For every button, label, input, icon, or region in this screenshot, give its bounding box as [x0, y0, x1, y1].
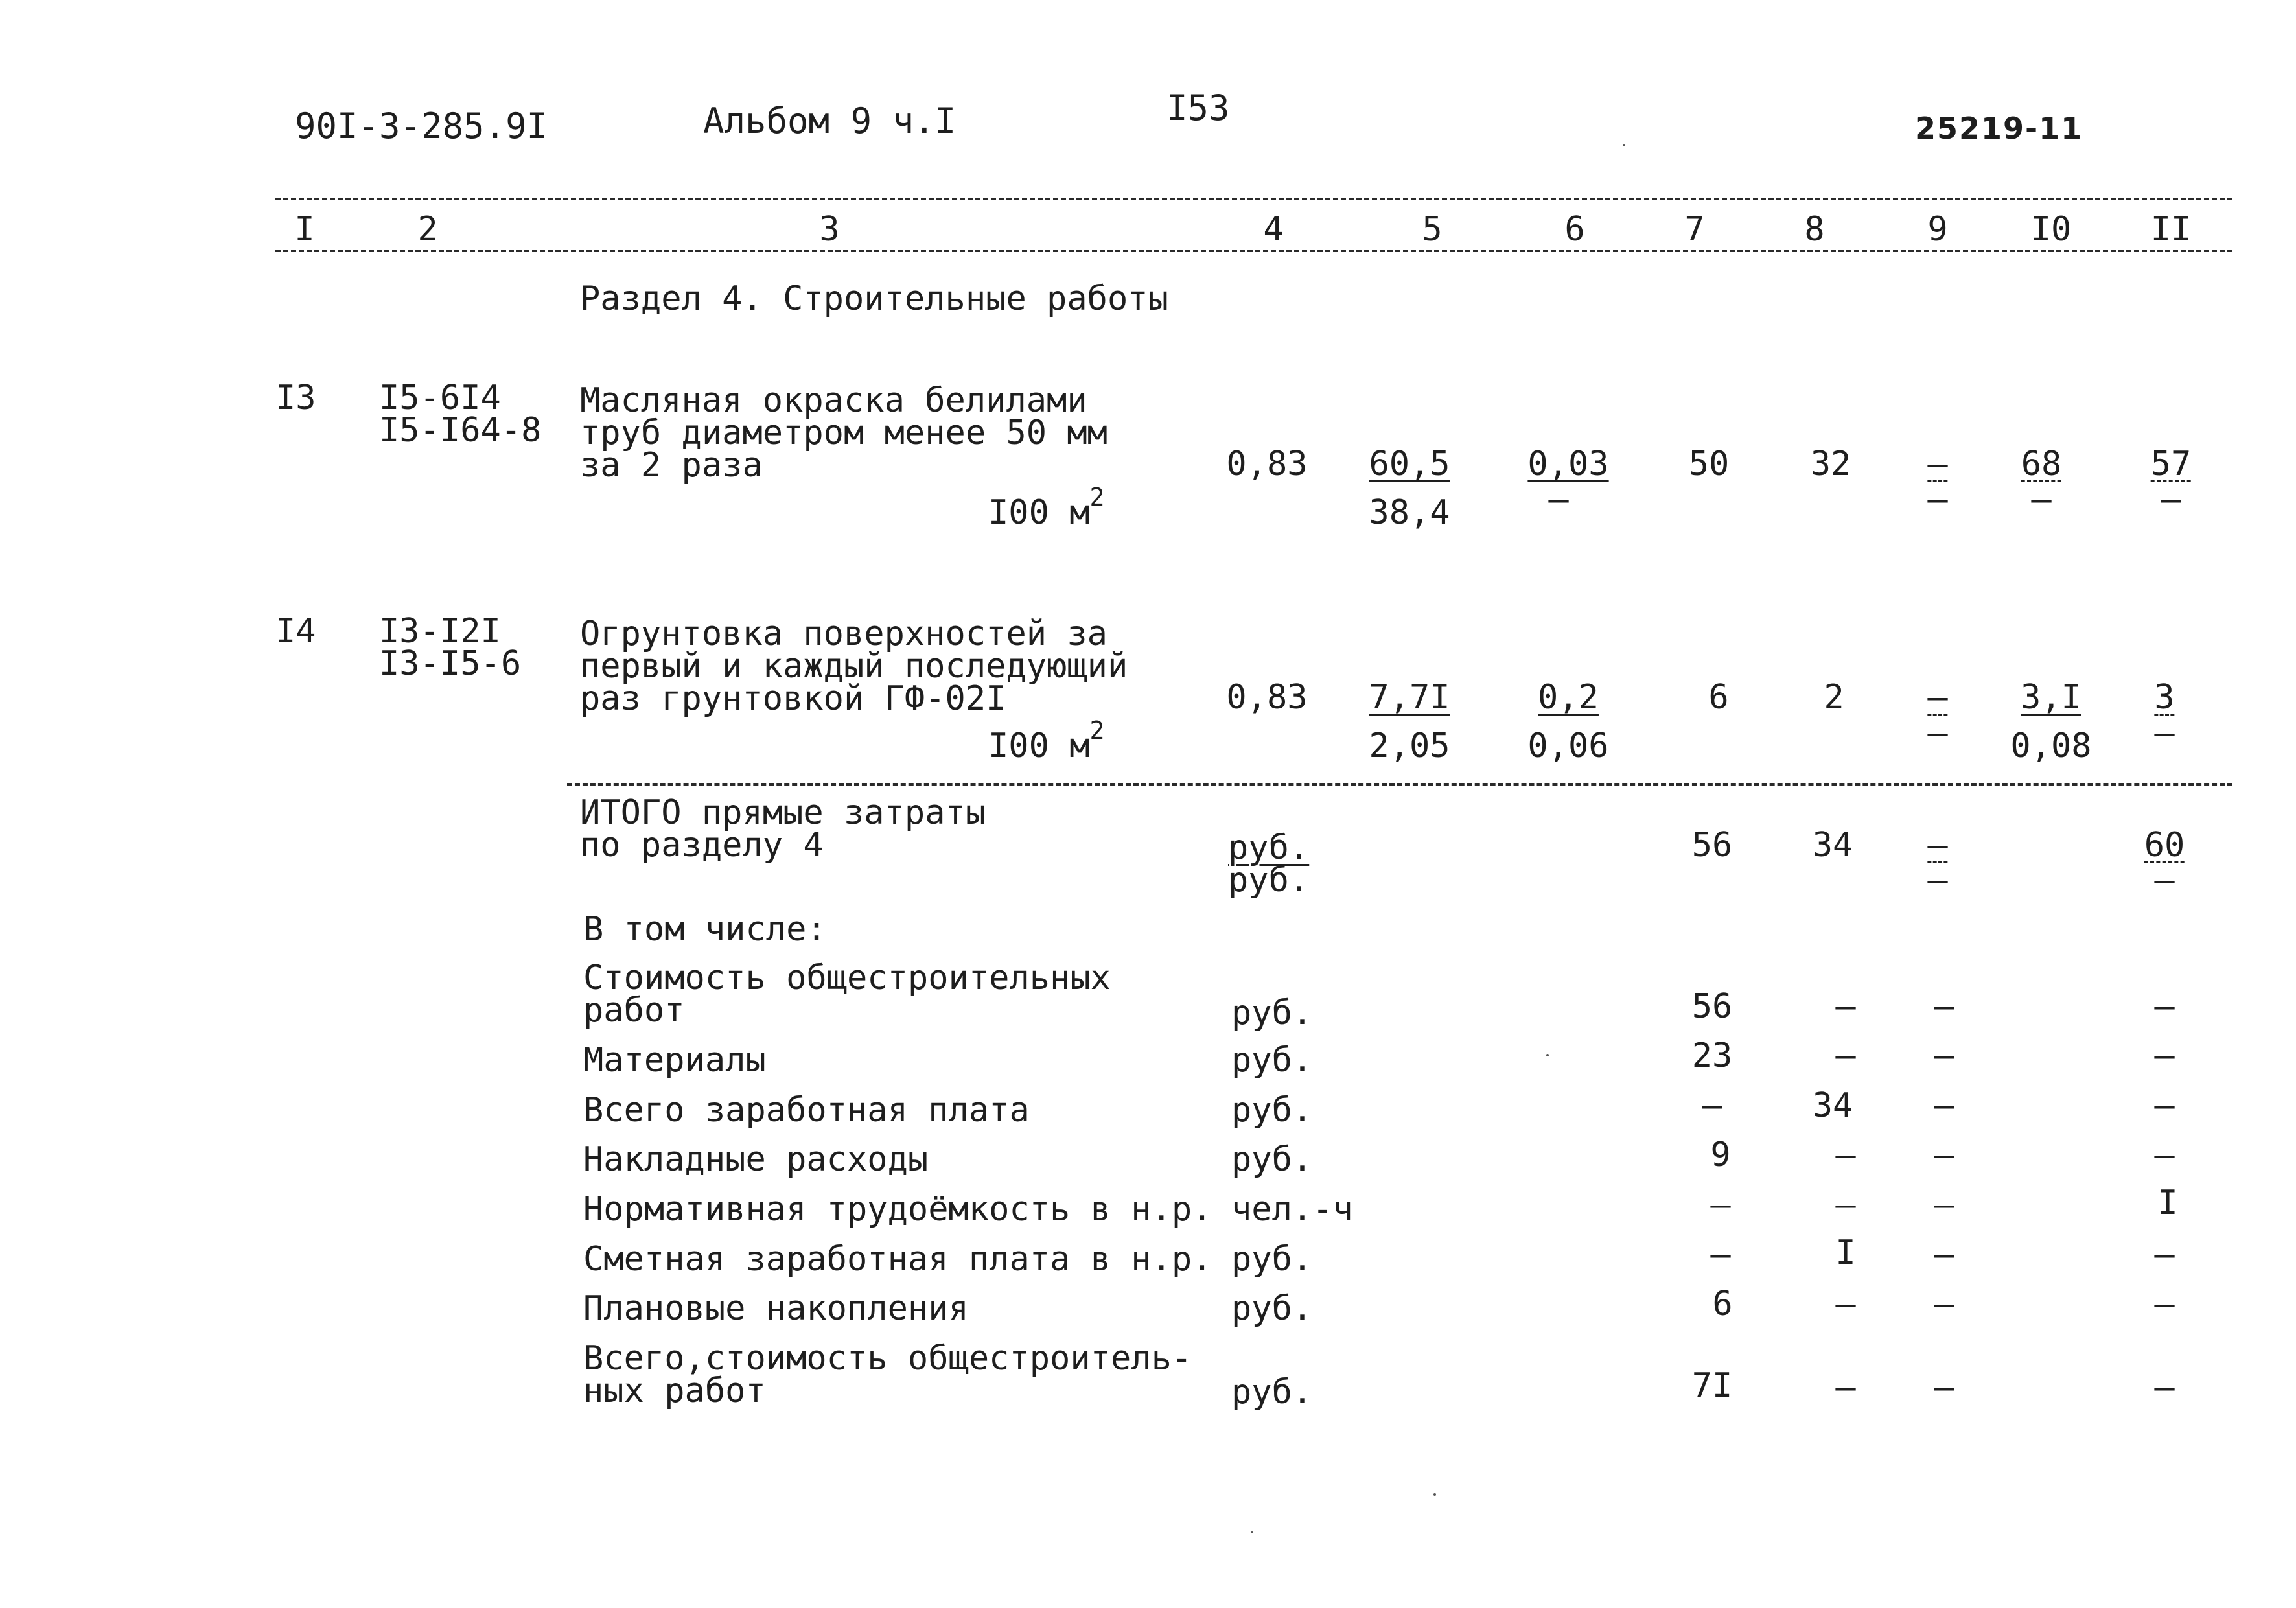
album-label: Альбом 9 ч.I	[703, 100, 957, 141]
column-header-4: 4	[1263, 210, 1284, 249]
total-col9-bottom: –	[1927, 861, 1948, 900]
breakdown-col8: –	[1835, 1036, 1856, 1075]
column-header-5: 5	[1422, 210, 1443, 249]
cell-col6-top: 0,2	[1538, 678, 1599, 717]
breakdown-label-line: Материалы	[583, 1041, 766, 1080]
cell-col11-top: 57	[2150, 445, 2192, 484]
header-dash-bottom	[275, 250, 2232, 252]
breakdown-unit: руб.	[1231, 1140, 1313, 1179]
breakdown-col11: –	[2154, 1235, 2175, 1274]
breakdown-label-line: Сметная заработная плата в н.р.	[583, 1240, 1212, 1279]
breakdown-unit: чел.-ч	[1231, 1190, 1353, 1229]
cell-col5-bottom: 38,4	[1369, 493, 1450, 532]
cell-col11-top: 3	[2154, 678, 2175, 717]
breakdown-col11: I	[2157, 1183, 2178, 1222]
total-label-line: ИТОГО прямые затраты	[580, 793, 986, 832]
item-code: I3-I5-6	[379, 644, 522, 683]
breakdown-label-line: ных работ	[583, 1371, 766, 1410]
breakdown-col7: –	[1710, 1185, 1731, 1224]
document-code: 90I-3-285.9I	[295, 106, 548, 146]
cell-col5-bottom: 2,05	[1369, 727, 1450, 765]
breakdown-col7: 6	[1712, 1285, 1733, 1323]
item-unit	[988, 483, 1105, 532]
breakdown-unit: руб.	[1231, 1373, 1313, 1412]
total-col11-bottom: –	[2154, 861, 2175, 900]
breakdown-col11: –	[2154, 1036, 2175, 1075]
cell-col6-bottom: 0,06	[1527, 727, 1609, 765]
cell-col9-bottom: –	[1927, 714, 1948, 752]
breakdown-unit: руб.	[1231, 1091, 1313, 1130]
total-unit-top: руб.	[1228, 828, 1310, 867]
breakdown-label-line: Нормативная трудоёмкость в н.р.	[583, 1190, 1212, 1229]
breakdown-col11: –	[2154, 1285, 2175, 1323]
breakdown-col11: –	[2154, 1136, 2175, 1174]
item-description-line: Масляная окраска белилами	[580, 381, 1087, 420]
column-header-8: 8	[1804, 210, 1825, 249]
breakdown-col8: 34	[1812, 1086, 1853, 1125]
breakdown-label-line: Стоимость общестроительных	[583, 959, 1111, 997]
column-header-10: I0	[2030, 210, 2072, 249]
column-header-9: 9	[1927, 210, 1948, 249]
cell-col6-top: 0,03	[1527, 445, 1609, 484]
including-label: В том числе:	[583, 910, 827, 949]
item-description-line: первый и каждый последующий	[580, 647, 1128, 686]
header-dash-top	[275, 198, 2232, 200]
breakdown-unit: руб.	[1231, 994, 1313, 1032]
document-stamp: 25219-11	[1915, 111, 2083, 146]
item-code: I3-I2I	[379, 612, 501, 651]
breakdown-col9: –	[1934, 1136, 1954, 1174]
breakdown-col7: 23	[1691, 1036, 1733, 1075]
breakdown-col7: 9	[1710, 1136, 1731, 1174]
item-code: I5-I64-8	[379, 411, 542, 450]
column-header-1: I	[294, 210, 315, 249]
cell-col4: 0,83	[1226, 445, 1308, 484]
breakdown-col8: –	[1835, 1368, 1856, 1407]
page-number: I53	[1166, 87, 1230, 128]
breakdown-unit: руб.	[1231, 1041, 1313, 1080]
unit-value: I00 м	[988, 493, 1090, 532]
breakdown-label-line: работ	[583, 991, 685, 1030]
breakdown-col11: –	[2154, 1368, 2175, 1407]
breakdown-unit: руб.	[1231, 1289, 1313, 1328]
cell-col7: 6	[1708, 678, 1729, 717]
total-col8: 34	[1812, 826, 1853, 865]
total-col9-top: –	[1927, 826, 1948, 865]
total-unit-bottom: руб.	[1228, 861, 1310, 900]
totals-separator	[567, 783, 2232, 786]
breakdown-col9: –	[1934, 1235, 1954, 1274]
total-col7: 56	[1691, 826, 1733, 865]
total-col11-top: 60	[2144, 826, 2185, 865]
cell-col8: 32	[1810, 445, 1851, 484]
column-header-2: 2	[417, 210, 438, 249]
scan-speck	[1433, 1493, 1436, 1496]
breakdown-col8: –	[1835, 1285, 1856, 1323]
breakdown-label-line: Плановые накопления	[583, 1289, 969, 1328]
cell-col10-top: 3,I	[2021, 678, 2081, 717]
item-description-line: раз грунтовкой ГФ-02I	[580, 679, 1006, 718]
cell-col11-bottom: –	[2161, 480, 2181, 519]
unit-power: 2	[1089, 716, 1105, 745]
item-code: I5-6I4	[379, 379, 501, 417]
item-number: I3	[275, 379, 316, 417]
breakdown-col11: –	[2154, 1086, 2175, 1125]
item-description-line: за 2 раза	[580, 446, 763, 485]
breakdown-col9: –	[1934, 1185, 1954, 1224]
breakdown-col9: –	[1934, 987, 1954, 1026]
breakdown-col8: I	[1835, 1233, 1856, 1272]
cell-col5-top: 60,5	[1369, 445, 1450, 484]
breakdown-col11: –	[2154, 987, 2175, 1026]
unit-value: I00 м	[988, 727, 1090, 765]
scan-speck	[1251, 1531, 1253, 1533]
cell-col6-bottom: –	[1548, 480, 1569, 519]
breakdown-col9: –	[1934, 1036, 1954, 1075]
breakdown-col8: –	[1835, 1136, 1856, 1174]
cell-col8: 2	[1824, 678, 1844, 717]
column-header-6: 6	[1564, 210, 1585, 249]
breakdown-label-line: Всего заработная плата	[583, 1091, 1030, 1130]
cell-col11-bottom: –	[2154, 714, 2175, 752]
cell-col10-bottom: 0,08	[2010, 727, 2092, 765]
cell-col9-top: –	[1927, 445, 1948, 484]
column-header-7: 7	[1684, 210, 1705, 249]
cell-col4: 0,83	[1226, 678, 1308, 717]
item-unit	[988, 716, 1105, 765]
column-header-3: 3	[819, 210, 840, 249]
breakdown-col8: –	[1835, 1185, 1856, 1224]
breakdown-col9: –	[1934, 1086, 1954, 1125]
item-description-line: Огрунтовка поверхностей за	[580, 614, 1107, 653]
cell-col7: 50	[1688, 445, 1730, 484]
section-title: Раздел 4. Строительные работы	[580, 279, 1168, 318]
column-header-11: II	[2150, 210, 2192, 249]
breakdown-col8: –	[1835, 987, 1856, 1026]
breakdown-col7: –	[1702, 1086, 1722, 1125]
breakdown-label-line: Всего,стоимость общестроитель-	[583, 1339, 1192, 1378]
breakdown-label-line: Накладные расходы	[583, 1140, 929, 1179]
breakdown-col7: 56	[1691, 987, 1733, 1026]
breakdown-col7: –	[1710, 1235, 1731, 1274]
cell-col9-top: –	[1927, 678, 1948, 717]
scan-speck	[1623, 144, 1625, 146]
cell-col5-top: 7,7I	[1369, 678, 1450, 717]
item-description-line: труб диаметром менее 50 мм	[580, 414, 1107, 452]
breakdown-unit: руб.	[1231, 1240, 1313, 1279]
cell-col10-top: 68	[2021, 445, 2062, 484]
cell-col9-bottom: –	[1927, 480, 1948, 519]
scan-speck	[1546, 1054, 1549, 1056]
breakdown-col9: –	[1934, 1368, 1954, 1407]
cell-col10-bottom: –	[2031, 480, 2052, 519]
unit-power: 2	[1089, 483, 1105, 511]
breakdown-col9: –	[1934, 1285, 1954, 1323]
total-label-line: по разделу 4	[580, 826, 824, 865]
item-number: I4	[275, 612, 316, 651]
breakdown-col7: 7I	[1691, 1366, 1733, 1405]
